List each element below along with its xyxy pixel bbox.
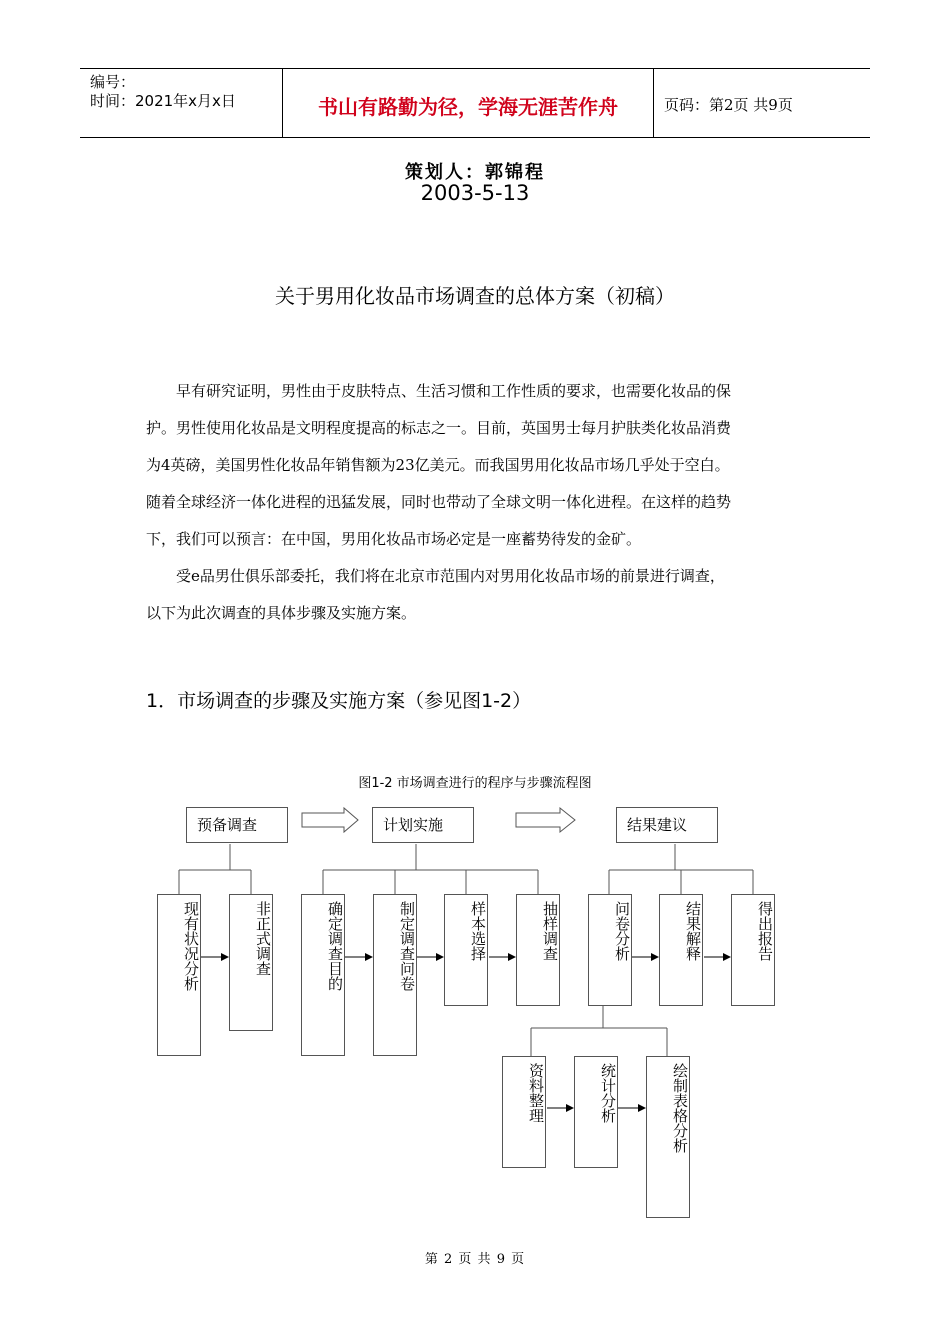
para-line: 下，我们可以预言：在中国，男用化妆品市场必定是一座蓄势待发的金矿。: [146, 530, 642, 548]
para-line: 护。男性使用化妆品是文明程度提高的标志之一。目前，英国男士每月护肤类化妆品消费: [146, 419, 732, 437]
stage-label: 预备调查: [197, 816, 258, 834]
step-box: [659, 894, 703, 1006]
step-box: [646, 1056, 690, 1218]
step-box: [574, 1056, 618, 1168]
step-box: [588, 894, 632, 1006]
doc-number-label: 编号：: [90, 73, 136, 91]
step-box: [157, 894, 201, 1056]
motto: 书山有路勤为径，学海无涯苦作舟: [318, 95, 618, 119]
step-label: 样本选择: [469, 901, 487, 961]
para-line: 为4英磅，美国男性化妆品年销售额为23亿美元。而我国男用化妆品市场几乎处于空白。: [146, 456, 730, 474]
para-line: 以下为此次调查的具体步骤及实施方案。: [146, 604, 417, 622]
stage-box-plan: [372, 807, 474, 843]
step-box: [502, 1056, 546, 1168]
step-label: 统计分析: [599, 1063, 617, 1123]
date: 2003-5-13: [420, 181, 530, 205]
doc-time-label: 时间：2021年x月x日: [90, 92, 236, 110]
step-label: 绘制表格分析: [671, 1063, 689, 1153]
step-label: 非正式调查: [254, 901, 272, 976]
page-number-label: 页码：第2页 共9页: [664, 96, 793, 114]
para-line: 受e品男仕俱乐部委托，我们将在北京市范围内对男用化妆品市场的前景进行调查，: [146, 567, 725, 585]
para-line: 随着全球经济一体化进程的迅猛发展，同时也带动了全球文明一体化进程。在这样的趋势: [146, 493, 732, 511]
step-box: [444, 894, 488, 1006]
step-box: [301, 894, 345, 1056]
step-label: 制定调查问卷: [398, 901, 416, 991]
para-line: 早有研究证明，男性由于皮肤特点、生活习惯和工作性质的要求，也需要化妆品的保: [146, 382, 732, 400]
step-label: 资料整理: [527, 1063, 545, 1123]
step-label: 确定调查目的: [326, 901, 344, 991]
document-title: 关于男用化妆品市场调查的总体方案（初稿）: [275, 284, 675, 308]
step-label: 问卷分析: [613, 901, 631, 961]
step-box: [373, 894, 417, 1056]
step-label: 抽样调查: [541, 901, 559, 961]
stage-label: 结果建议: [627, 816, 688, 834]
step-box: [516, 894, 560, 1006]
step-box: [229, 894, 273, 1031]
figure-caption: 图1-2 市场调查进行的程序与步骤流程图: [358, 776, 592, 791]
step-label: 现有状况分析: [182, 901, 200, 991]
stage-box-result: [616, 807, 718, 843]
page-footer: 第 2 页 共 9 页: [424, 1252, 526, 1267]
stage-label: 计划实施: [383, 816, 444, 834]
step-box: [731, 894, 775, 1006]
section-heading: 1．市场调查的步骤及实施方案（参见图1-2）: [146, 690, 532, 712]
step-label: 得出报告: [756, 901, 774, 961]
planner: 策划人：郭锦程: [405, 162, 545, 183]
stage-box-prep: [186, 807, 288, 843]
step-label: 结果解释: [684, 901, 702, 961]
